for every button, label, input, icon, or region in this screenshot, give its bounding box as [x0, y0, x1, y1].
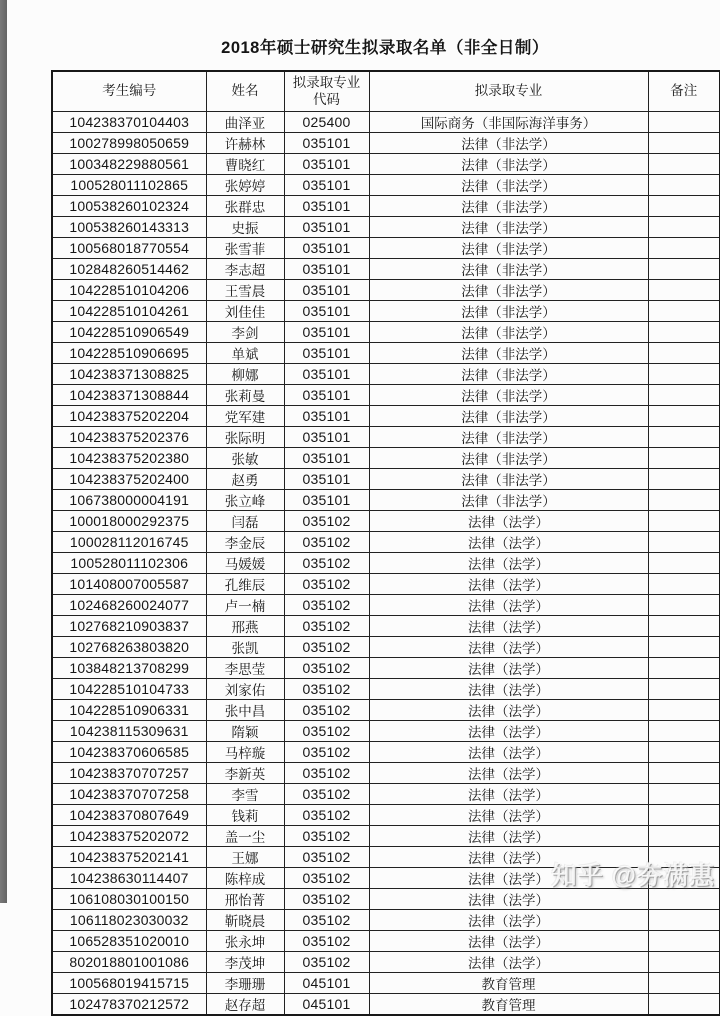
- note-cell: [648, 741, 720, 762]
- candidate-id-cell: 100528011102865: [52, 174, 206, 195]
- candidate-id-cell: 102478370212572: [52, 993, 206, 1015]
- major-cell: 法律（法学）: [369, 657, 648, 678]
- name-cell: 李思莹: [206, 657, 284, 678]
- candidate-id-cell: 102768263803820: [52, 636, 206, 657]
- major-code-cell: 035101: [284, 300, 369, 321]
- major-cell: 法律（法学）: [369, 699, 648, 720]
- major-cell: 国际商务（非国际海洋事务）: [369, 111, 648, 132]
- note-cell: [648, 972, 720, 993]
- major-cell: 法律（法学）: [369, 909, 648, 930]
- major-cell: 教育管理: [369, 993, 648, 1015]
- major-code-cell: 035101: [284, 384, 369, 405]
- name-cell: 张群忠: [206, 195, 284, 216]
- candidate-id-cell: 104228510906695: [52, 342, 206, 363]
- candidate-id-cell: 106738000004191: [52, 489, 206, 510]
- major-code-cell: 035102: [284, 909, 369, 930]
- table-row: [52, 678, 720, 699]
- note-cell: [648, 300, 720, 321]
- major-code-cell: 035102: [284, 657, 369, 678]
- note-cell: [648, 846, 720, 867]
- name-cell: 张凯: [206, 636, 284, 657]
- header-name: 姓名: [206, 71, 284, 111]
- table-row: [52, 384, 720, 405]
- table-row: [52, 720, 720, 741]
- table-row: [52, 174, 720, 195]
- major-code-cell: 035102: [284, 804, 369, 825]
- candidate-id-cell: 104238375202072: [52, 825, 206, 846]
- major-cell: 教育管理: [369, 972, 648, 993]
- note-cell: [648, 552, 720, 573]
- major-code-cell: 035101: [284, 216, 369, 237]
- major-code-cell: 035101: [284, 363, 369, 384]
- table-row: [52, 867, 720, 888]
- major-cell: 法律（法学）: [369, 951, 648, 972]
- candidate-id-cell: 104238371308825: [52, 363, 206, 384]
- note-cell: [648, 825, 720, 846]
- note-cell: [648, 258, 720, 279]
- candidate-id-cell: 103848213708299: [52, 657, 206, 678]
- candidate-id-cell: 102848260514462: [52, 258, 206, 279]
- name-cell: 李志超: [206, 258, 284, 279]
- candidate-id-cell: 104238115309631: [52, 720, 206, 741]
- name-cell: 曲泽亚: [206, 111, 284, 132]
- note-cell: [648, 783, 720, 804]
- major-code-cell: 035102: [284, 930, 369, 951]
- note-cell: [648, 363, 720, 384]
- major-cell: 法律（非法学）: [369, 447, 648, 468]
- major-code-cell: 035102: [284, 510, 369, 531]
- major-code-cell: 035101: [284, 489, 369, 510]
- name-cell: 盖一尘: [206, 825, 284, 846]
- note-cell: [648, 930, 720, 951]
- major-code-cell: 035101: [284, 258, 369, 279]
- note-cell: [648, 762, 720, 783]
- name-cell: 柳娜: [206, 363, 284, 384]
- major-cell: 法律（法学）: [369, 783, 648, 804]
- name-cell: 张雪菲: [206, 237, 284, 258]
- major-code-cell: 035102: [284, 531, 369, 552]
- major-cell: 法律（法学）: [369, 846, 648, 867]
- major-code-cell: 035101: [284, 237, 369, 258]
- major-cell: 法律（法学）: [369, 804, 648, 825]
- name-cell: 张立峰: [206, 489, 284, 510]
- table-row: [52, 594, 720, 615]
- candidate-id-cell: 104228510906549: [52, 321, 206, 342]
- header-major-code: 拟录取专业代码: [284, 71, 369, 111]
- note-cell: [648, 615, 720, 636]
- major-code-cell: 035102: [284, 720, 369, 741]
- candidate-id-cell: 102768210903837: [52, 615, 206, 636]
- name-cell: 单斌: [206, 342, 284, 363]
- note-cell: [648, 426, 720, 447]
- note-cell: [648, 720, 720, 741]
- candidate-id-cell: 104228510104733: [52, 678, 206, 699]
- table-row: [52, 342, 720, 363]
- note-cell: [648, 489, 720, 510]
- name-cell: 马媛媛: [206, 552, 284, 573]
- major-cell: 法律（非法学）: [369, 363, 648, 384]
- note-cell: [648, 195, 720, 216]
- major-code-cell: 035102: [284, 573, 369, 594]
- major-code-cell: 035102: [284, 615, 369, 636]
- major-code-cell: 035102: [284, 636, 369, 657]
- note-cell: [648, 993, 720, 1015]
- table-row: [52, 741, 720, 762]
- candidate-id-cell: 104238370707258: [52, 783, 206, 804]
- name-cell: 张婷婷: [206, 174, 284, 195]
- candidate-id-cell: 100528011102306: [52, 552, 206, 573]
- major-cell: 法律（法学）: [369, 762, 648, 783]
- candidate-id-cell: 106118023030032: [52, 909, 206, 930]
- major-code-cell: 035102: [284, 951, 369, 972]
- table-row: [52, 447, 720, 468]
- name-cell: 隋颖: [206, 720, 284, 741]
- major-code-cell: 025400: [284, 111, 369, 132]
- zhihu-watermark: 知乎 @夯满惠: [551, 862, 715, 890]
- table-row: [52, 657, 720, 678]
- table-row: [52, 510, 720, 531]
- major-cell: 法律（法学）: [369, 531, 648, 552]
- table-row: [52, 300, 720, 321]
- table-row: [52, 615, 720, 636]
- major-cell: 法律（法学）: [369, 594, 648, 615]
- table-row: [52, 237, 720, 258]
- major-cell: 法律（非法学）: [369, 132, 648, 153]
- major-cell: 法律（非法学）: [369, 300, 648, 321]
- candidate-id-cell: 104238375202400: [52, 468, 206, 489]
- name-cell: 张敏: [206, 447, 284, 468]
- note-cell: [648, 174, 720, 195]
- left-gray-bar: [0, 0, 7, 903]
- major-code-cell: 035102: [284, 783, 369, 804]
- note-cell: [648, 867, 720, 888]
- note-cell: [648, 678, 720, 699]
- table-row: [52, 552, 720, 573]
- candidate-id-cell: 104238370807649: [52, 804, 206, 825]
- candidate-id-cell: 102468260024077: [52, 594, 206, 615]
- name-cell: 钱莉: [206, 804, 284, 825]
- name-cell: 李雪: [206, 783, 284, 804]
- major-cell: 法律（非法学）: [369, 384, 648, 405]
- major-code-cell: 035101: [284, 426, 369, 447]
- major-code-cell: 035102: [284, 762, 369, 783]
- major-cell: 法律（法学）: [369, 678, 648, 699]
- candidate-id-cell: 100568018770554: [52, 237, 206, 258]
- table-row: [52, 321, 720, 342]
- candidate-id-cell: 106528351020010: [52, 930, 206, 951]
- major-code-cell: 035102: [284, 741, 369, 762]
- note-cell: [648, 237, 720, 258]
- major-cell: 法律（非法学）: [369, 405, 648, 426]
- header-candidate-id: 考生编号: [52, 71, 206, 111]
- table-row: [52, 258, 720, 279]
- candidate-id-cell: 802018801001086: [52, 951, 206, 972]
- major-cell: 法律（法学）: [369, 615, 648, 636]
- table-body: [52, 111, 720, 1015]
- note-cell: [648, 384, 720, 405]
- table-row: [52, 972, 720, 993]
- candidate-id-cell: 100538260102324: [52, 195, 206, 216]
- name-cell: 张际明: [206, 426, 284, 447]
- major-code-cell: 035102: [284, 846, 369, 867]
- candidate-id-cell: 104228510104261: [52, 300, 206, 321]
- table-row: [52, 909, 720, 930]
- candidate-id-cell: 100278998050659: [52, 132, 206, 153]
- name-cell: 陈梓成: [206, 867, 284, 888]
- major-cell: 法律（非法学）: [369, 216, 648, 237]
- note-cell: [648, 342, 720, 363]
- candidate-id-cell: 104238375202141: [52, 846, 206, 867]
- name-cell: 赵勇: [206, 468, 284, 489]
- table-row: [52, 426, 720, 447]
- major-code-cell: 035102: [284, 825, 369, 846]
- candidate-id-cell: 104228510906331: [52, 699, 206, 720]
- note-cell: [648, 216, 720, 237]
- name-cell: 许赫林: [206, 132, 284, 153]
- major-cell: 法律（法学）: [369, 867, 648, 888]
- candidate-id-cell: 104238375202204: [52, 405, 206, 426]
- major-cell: 法律（法学）: [369, 510, 648, 531]
- table-row: [52, 531, 720, 552]
- candidate-id-cell: 104238371308844: [52, 384, 206, 405]
- major-cell: 法律（非法学）: [369, 426, 648, 447]
- name-cell: 闫磊: [206, 510, 284, 531]
- note-cell: [648, 636, 720, 657]
- name-cell: 张永坤: [206, 930, 284, 951]
- major-cell: 法律（非法学）: [369, 279, 648, 300]
- table-row: [52, 153, 720, 174]
- note-cell: [648, 405, 720, 426]
- note-cell: [648, 699, 720, 720]
- major-code-cell: 035101: [284, 447, 369, 468]
- major-cell: 法律（非法学）: [369, 174, 648, 195]
- name-cell: 刘佳佳: [206, 300, 284, 321]
- table-row: [52, 783, 720, 804]
- name-cell: 李金辰: [206, 531, 284, 552]
- name-cell: 马梓璇: [206, 741, 284, 762]
- major-code-cell: 035101: [284, 279, 369, 300]
- table-row: [52, 636, 720, 657]
- major-code-cell: 035102: [284, 699, 369, 720]
- table-row: [52, 804, 720, 825]
- note-cell: [648, 594, 720, 615]
- name-cell: 邢怡菁: [206, 888, 284, 909]
- name-cell: 王娜: [206, 846, 284, 867]
- major-cell: 法律（法学）: [369, 741, 648, 762]
- major-code-cell: 035102: [284, 678, 369, 699]
- table-row: [52, 573, 720, 594]
- candidate-id-cell: 104238375202380: [52, 447, 206, 468]
- name-cell: 张莉曼: [206, 384, 284, 405]
- note-cell: [648, 111, 720, 132]
- header-row: [52, 71, 720, 111]
- major-cell: 法律（非法学）: [369, 153, 648, 174]
- major-code-cell: 035102: [284, 867, 369, 888]
- name-cell: 靳晓晨: [206, 909, 284, 930]
- major-cell: 法律（非法学）: [369, 195, 648, 216]
- table-row: [52, 930, 720, 951]
- major-code-cell: 035101: [284, 321, 369, 342]
- note-cell: [648, 531, 720, 552]
- name-cell: 孔维辰: [206, 573, 284, 594]
- candidate-id-cell: 104238370606585: [52, 741, 206, 762]
- name-cell: 卢一楠: [206, 594, 284, 615]
- candidate-id-cell: 100538260143313: [52, 216, 206, 237]
- major-cell: 法律（非法学）: [369, 258, 648, 279]
- major-code-cell: 035101: [284, 174, 369, 195]
- table-row: [52, 762, 720, 783]
- candidate-id-cell: 104228510104206: [52, 279, 206, 300]
- table-row: [52, 888, 720, 909]
- major-code-cell: 035102: [284, 552, 369, 573]
- table-row: [52, 195, 720, 216]
- name-cell: 曹晓红: [206, 153, 284, 174]
- candidate-id-cell: 106108030100150: [52, 888, 206, 909]
- candidate-id-cell: 104238375202376: [52, 426, 206, 447]
- table-row: [52, 468, 720, 489]
- name-cell: 李剑: [206, 321, 284, 342]
- note-cell: [648, 510, 720, 531]
- candidate-id-cell: 104238370104403: [52, 111, 206, 132]
- header-major: 拟录取专业: [369, 71, 648, 111]
- admission-table: [51, 70, 720, 1016]
- candidate-id-cell: 100568019415715: [52, 972, 206, 993]
- note-cell: [648, 447, 720, 468]
- major-cell: 法律（非法学）: [369, 468, 648, 489]
- name-cell: 刘家佑: [206, 678, 284, 699]
- table-row: [52, 489, 720, 510]
- note-cell: [648, 468, 720, 489]
- table-row: [52, 132, 720, 153]
- major-code-cell: 035101: [284, 153, 369, 174]
- note-cell: [648, 279, 720, 300]
- major-code-cell: 035101: [284, 195, 369, 216]
- major-cell: 法律（非法学）: [369, 489, 648, 510]
- name-cell: 史振: [206, 216, 284, 237]
- candidate-id-cell: 100018000292375: [52, 510, 206, 531]
- major-code-cell: 035101: [284, 342, 369, 363]
- table-row: [52, 111, 720, 132]
- table-row: [52, 846, 720, 867]
- major-cell: 法律（非法学）: [369, 342, 648, 363]
- note-cell: [648, 132, 720, 153]
- table-row: [52, 405, 720, 426]
- name-cell: 李新英: [206, 762, 284, 783]
- note-cell: [648, 657, 720, 678]
- note-cell: [648, 951, 720, 972]
- candidate-id-cell: 100028112016745: [52, 531, 206, 552]
- candidate-id-cell: 100348229880561: [52, 153, 206, 174]
- name-cell: 张中昌: [206, 699, 284, 720]
- major-code-cell: 045101: [284, 993, 369, 1015]
- table-row: [52, 279, 720, 300]
- major-cell: 法律（法学）: [369, 888, 648, 909]
- header-note: 备注: [648, 71, 720, 111]
- note-cell: [648, 909, 720, 930]
- table-row: [52, 993, 720, 1015]
- name-cell: 赵存超: [206, 993, 284, 1015]
- major-cell: 法律（法学）: [369, 720, 648, 741]
- name-cell: 党军建: [206, 405, 284, 426]
- name-cell: 王雪晨: [206, 279, 284, 300]
- major-code-cell: 035101: [284, 132, 369, 153]
- major-cell: 法律（法学）: [369, 552, 648, 573]
- table-row: [52, 951, 720, 972]
- major-cell: 法律（法学）: [369, 930, 648, 951]
- major-cell: 法律（非法学）: [369, 237, 648, 258]
- name-cell: 李珊珊: [206, 972, 284, 993]
- note-cell: [648, 804, 720, 825]
- table-row: [52, 363, 720, 384]
- candidate-id-cell: 104238630114407: [52, 867, 206, 888]
- note-cell: [648, 153, 720, 174]
- note-cell: [648, 888, 720, 909]
- major-cell: 法律（非法学）: [369, 321, 648, 342]
- major-code-cell: 035102: [284, 888, 369, 909]
- page-title: 2018年硕士研究生拟录取名单（非全日制）: [221, 39, 549, 57]
- major-code-cell: 035101: [284, 405, 369, 426]
- table-row: [52, 825, 720, 846]
- name-cell: 邢燕: [206, 615, 284, 636]
- name-cell: 李茂坤: [206, 951, 284, 972]
- table-row: [52, 699, 720, 720]
- candidate-id-cell: 101408007005587: [52, 573, 206, 594]
- major-code-cell: 045101: [284, 972, 369, 993]
- table-row: [52, 216, 720, 237]
- major-code-cell: 035102: [284, 594, 369, 615]
- candidate-id-cell: 104238370707257: [52, 762, 206, 783]
- major-cell: 法律（法学）: [369, 636, 648, 657]
- major-cell: 法律（法学）: [369, 825, 648, 846]
- note-cell: [648, 573, 720, 594]
- major-cell: 法律（法学）: [369, 573, 648, 594]
- major-code-cell: 035101: [284, 468, 369, 489]
- note-cell: [648, 321, 720, 342]
